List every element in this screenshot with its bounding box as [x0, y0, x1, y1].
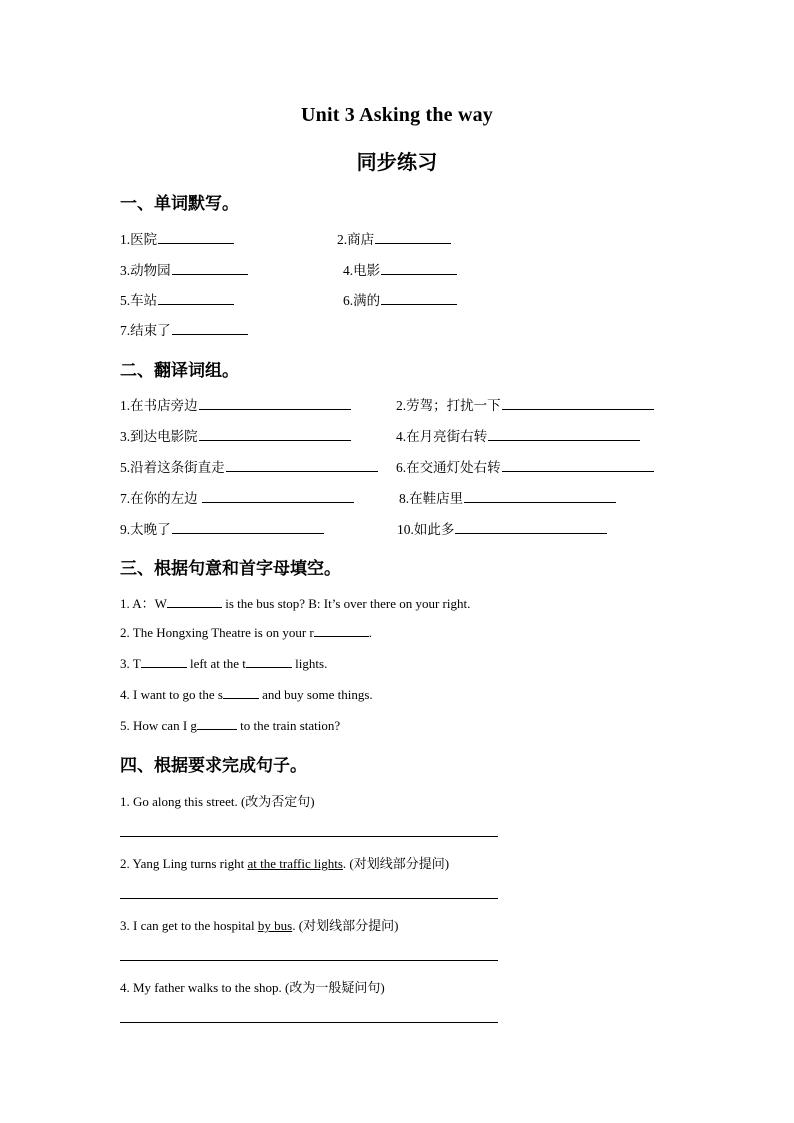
phrase-blank-6[interactable]	[502, 459, 654, 472]
page-title: Unit 3 Asking the way	[300, 104, 493, 126]
answer-line-1[interactable]	[120, 836, 498, 837]
phrase-item-6: 6.在交通灯处右转	[396, 456, 654, 476]
fill-blank-3a[interactable]	[141, 655, 187, 668]
fill-blank-1[interactable]	[167, 595, 222, 608]
rewrite-question-3: 3. I can get to the hospital by bus. (对划线部分提问)	[120, 918, 399, 933]
vocab-blank-1[interactable]	[158, 231, 234, 244]
phrase-item-2: 2.劳驾；打扰一下	[396, 394, 654, 414]
fill-question-3: 3. T left at the t lights.	[120, 656, 328, 671]
fill-question-2: 2. The Hongxing Theatre is on your r .	[120, 625, 373, 640]
fill-blank-5[interactable]	[197, 717, 237, 730]
rewrite-question-4: 4. My father walks to the shop. (改为一般疑问句)	[120, 980, 385, 995]
vocab-blank-2[interactable]	[375, 231, 451, 244]
vocab-item-4: 4.电影	[343, 259, 457, 279]
vocab-blank-5[interactable]	[158, 292, 234, 305]
answer-line-2[interactable]	[120, 898, 498, 899]
fill-blank-2[interactable]	[314, 624, 369, 637]
page-subtitle: 同步练习	[356, 152, 438, 174]
vocab-blank-4[interactable]	[381, 262, 457, 275]
phrase-item-4: 4.在月亮街右转	[396, 425, 640, 445]
vocab-item-2: 2.商店	[337, 228, 451, 248]
phrase-item-9: 9.太晚了	[120, 518, 324, 538]
vocab-item-3: 3.动物园	[120, 259, 248, 279]
rewrite-question-2: 2. Yang Ling turns right at the traffic lights. (对划线部分提问)	[120, 856, 450, 871]
answer-line-4[interactable]	[120, 1022, 498, 1023]
section3-heading: 三、根据句意和首字母填空。	[120, 559, 341, 579]
phrase-blank-5[interactable]	[226, 459, 378, 472]
phrase-item-5: 5.沿着这条街直走	[120, 456, 378, 476]
phrase-item-3: 3.到达电影院	[120, 425, 351, 445]
underlined-phrase: by bus	[257, 918, 293, 933]
fill-blank-3b[interactable]	[246, 655, 292, 668]
phrase-blank-1[interactable]	[199, 397, 351, 410]
phrase-blank-7[interactable]	[202, 490, 354, 503]
phrase-item-10: 10.如此多	[397, 518, 607, 538]
vocab-item-1: 1.医院	[120, 228, 234, 248]
phrase-blank-4[interactable]	[488, 428, 640, 441]
phrase-item-1: 1.在书店旁边	[120, 394, 351, 414]
fill-question-4: 4. I want to go the s and buy some things.	[120, 687, 373, 702]
phrase-blank-3[interactable]	[199, 428, 351, 441]
fill-question-5: 5. How can I g to the train station?	[120, 718, 341, 733]
vocab-blank-7[interactable]	[172, 322, 248, 335]
fill-blank-4[interactable]	[223, 686, 259, 699]
vocab-item-6: 6.满的	[343, 289, 457, 309]
vocab-item-5: 5.车站	[120, 289, 234, 309]
phrase-blank-9[interactable]	[172, 521, 324, 534]
vocab-blank-3[interactable]	[172, 262, 248, 275]
phrase-item-7: 7.在你的左边	[120, 487, 354, 507]
section2-heading: 二、翻译词组。	[120, 361, 239, 381]
fill-question-1: 1. A：W is the bus stop? B: It’s over there on your right.	[120, 596, 471, 611]
rewrite-question-1: 1. Go along this street. (改为否定句)	[120, 794, 315, 809]
vocab-blank-6[interactable]	[381, 292, 457, 305]
answer-line-3[interactable]	[120, 960, 498, 961]
phrase-item-8: 8.在鞋店里	[399, 487, 616, 507]
phrase-blank-8[interactable]	[464, 490, 616, 503]
phrase-blank-2[interactable]	[502, 397, 654, 410]
vocab-item-7: 7.结束了	[120, 319, 248, 339]
section1-heading: 一、单词默写。	[120, 194, 239, 214]
section4-heading: 四、根据要求完成句子。	[120, 756, 307, 776]
phrase-blank-10[interactable]	[455, 521, 607, 534]
underlined-phrase: at the traffic lights	[247, 856, 343, 871]
